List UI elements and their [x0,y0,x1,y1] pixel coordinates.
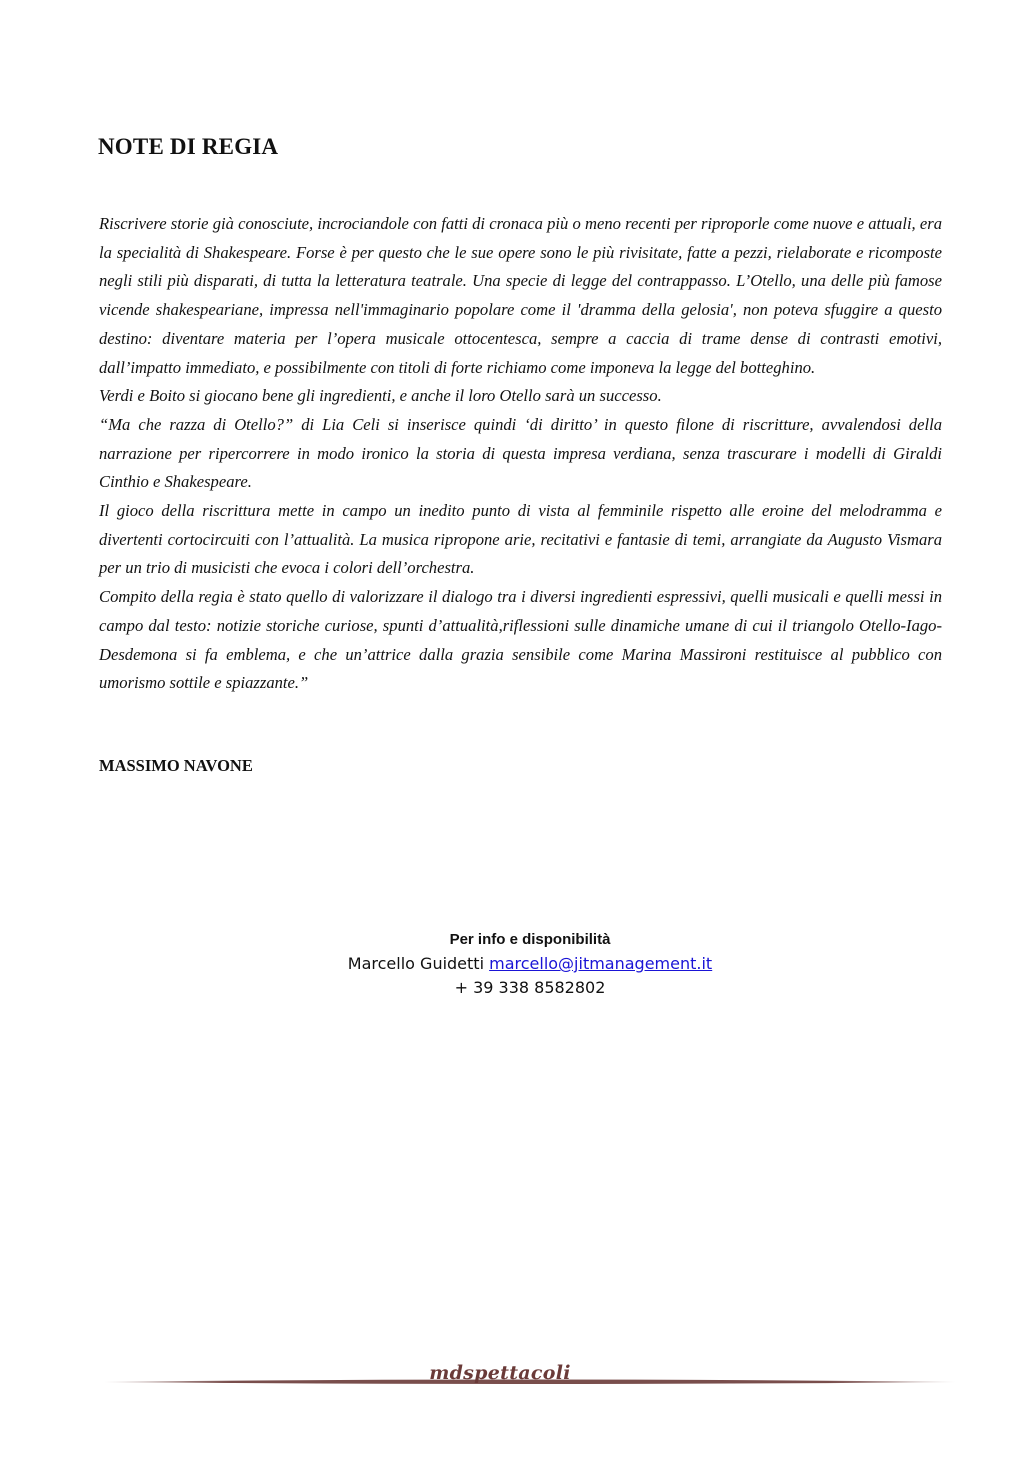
contact-name-line [260,952,800,976]
footer [100,1360,960,1400]
paragraph: Compito della regia è stato quello di valorizzare il dialogo tra i diversi ingredienti espressivi, quelli musicali e quelli messi in campo dal testo: notizie storiche curiose, spunti d’attualità,riflessioni sulle dinamiche umane di cui il triangolo Otello-Iago-Desdemona si fa emblema, e che un’attrice dalla grazia sensibile come Marina Massironi restituisce al pubblico con umorismo sottile e spiazzante.” [99,587,942,693]
contact-email-link[interactable]: marcello@jitmanagement.it [489,954,713,973]
paragraph: Verdi e Boito si giocano bene gli ingredienti, e anche il loro Otello sarà un successo. [99,386,662,406]
director-notes-body [99,210,942,698]
contact-name: Marcello Guidetti [347,954,485,973]
page-title: NOTE DI REGIA [98,134,279,159]
contact-block [260,928,800,1000]
paragraph: Riscrivere storie già conosciute, incrociandole con fatti di cronaca più o meno recenti per riproporle come nuove e attuali, era la specialità di Shakespeare. Forse è per questo che le sue opere sono le più rivisitate, fatte a pezzi, rielaborate e ricomposte negli stili più disparati, di tutta la letteratura teatrale. Una specie di legge del contrappasso. L’Otello, una delle più famose vicende shakespeariane, impressa nell'immaginario popolare come il 'dramma della gelosia', non poteva sfuggire a questo destino: diventare materia per l’opera musicale ottocentesca, sempre a caccia di trame dense di contrasti emotivi, dall’impatto immediato, e possibilmente con titoli di forte richiamo come imponeva la legge del botteghino. [99,214,942,377]
contact-phone: + 39 338 8582802 [454,978,606,997]
paragraph: “Ma che razza di Otello?” di Lia Celi si inserisce quindi ‘di diritto’ in questo filone di riscritture, avvalendosi della narrazione per ripercorrere in modo ironico la storia di questa impresa verdiana, senza trascurare i modelli di Giraldi Cinthio e Shakespeare. [99,414,942,492]
paragraph: Il gioco della riscrittura mette in campo un inedito punto di vista al femminile rispetto alle eroine del melodramma e divertenti cortocircuiti con l’attualità. La musica ripropone arie, recitativi e fantasie di temi, arrangiate da Augusto Vismara per un trio di musicisti che evoca i colori dell’orchestra. [99,501,942,578]
contact-heading: Per info e disponibilità [449,931,611,948]
brand-logo: mdspettacoli [429,1362,571,1384]
author-signature: MASSIMO NAVONE [99,756,253,775]
